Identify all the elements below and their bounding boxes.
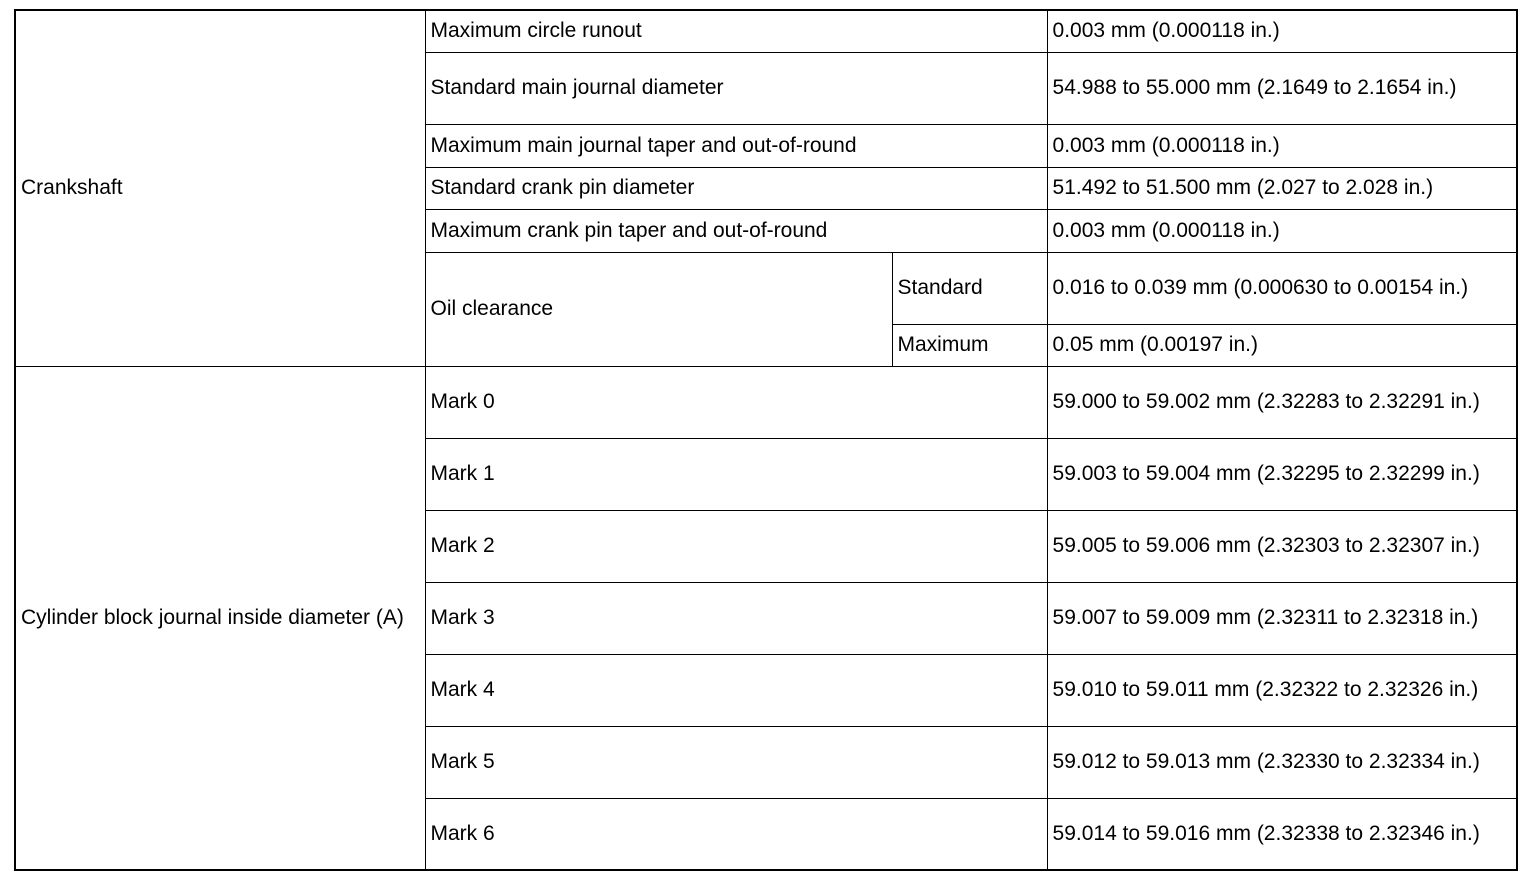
spec-value: 0.003 mm (0.000118 in.) bbox=[1047, 209, 1517, 252]
crankshaft-label: Crankshaft bbox=[15, 10, 425, 366]
table-row bbox=[15, 10, 1517, 52]
oil-clearance-label: Oil clearance bbox=[425, 252, 892, 366]
spec-value: 54.988 to 55.000 mm (2.1649 to 2.1654 in.) bbox=[1047, 52, 1517, 124]
mark-value: 59.012 to 59.013 mm (2.32330 to 2.32334 in.) bbox=[1047, 726, 1517, 798]
mark-label: Mark 6 bbox=[425, 798, 1047, 870]
oil-clearance-standard-label: Standard bbox=[892, 252, 1047, 324]
spec-item: Maximum main journal taper and out-of-round bbox=[425, 124, 1047, 167]
mark-value: 59.003 to 59.004 mm (2.32295 to 2.32299 in.) bbox=[1047, 438, 1517, 510]
mark-label: Mark 5 bbox=[425, 726, 1047, 798]
mark-label: Mark 0 bbox=[425, 366, 1047, 438]
spec-item: Maximum circle runout bbox=[425, 10, 1047, 52]
spec-item: Standard crank pin diameter bbox=[425, 167, 1047, 209]
spec-value: 0.003 mm (0.000118 in.) bbox=[1047, 10, 1517, 52]
spec-item: Standard main journal diameter bbox=[425, 52, 1047, 124]
oil-clearance-maximum-label: Maximum bbox=[892, 324, 1047, 366]
mark-label: Mark 3 bbox=[425, 582, 1047, 654]
spec-value: 0.003 mm (0.000118 in.) bbox=[1047, 124, 1517, 167]
mark-label: Mark 2 bbox=[425, 510, 1047, 582]
spec-table bbox=[14, 9, 1518, 871]
mark-value: 59.007 to 59.009 mm (2.32311 to 2.32318 in.) bbox=[1047, 582, 1517, 654]
oil-clearance-maximum-value: 0.05 mm (0.00197 in.) bbox=[1047, 324, 1517, 366]
mark-value: 59.005 to 59.006 mm (2.32303 to 2.32307 in.) bbox=[1047, 510, 1517, 582]
mark-value: 59.000 to 59.002 mm (2.32283 to 2.32291 in.) bbox=[1047, 366, 1517, 438]
mark-value: 59.014 to 59.016 mm (2.32338 to 2.32346 in.) bbox=[1047, 798, 1517, 870]
table-row bbox=[15, 366, 1517, 438]
mark-label: Mark 1 bbox=[425, 438, 1047, 510]
spec-value: 51.492 to 51.500 mm (2.027 to 2.028 in.) bbox=[1047, 167, 1517, 209]
mark-label: Mark 4 bbox=[425, 654, 1047, 726]
oil-clearance-standard-value: 0.016 to 0.039 mm (0.000630 to 0.00154 in.) bbox=[1047, 252, 1517, 324]
cylinder-block-label: Cylinder block journal inside diameter (A) bbox=[15, 366, 425, 870]
spec-item: Maximum crank pin taper and out-of-round bbox=[425, 209, 1047, 252]
mark-value: 59.010 to 59.011 mm (2.32322 to 2.32326 in.) bbox=[1047, 654, 1517, 726]
